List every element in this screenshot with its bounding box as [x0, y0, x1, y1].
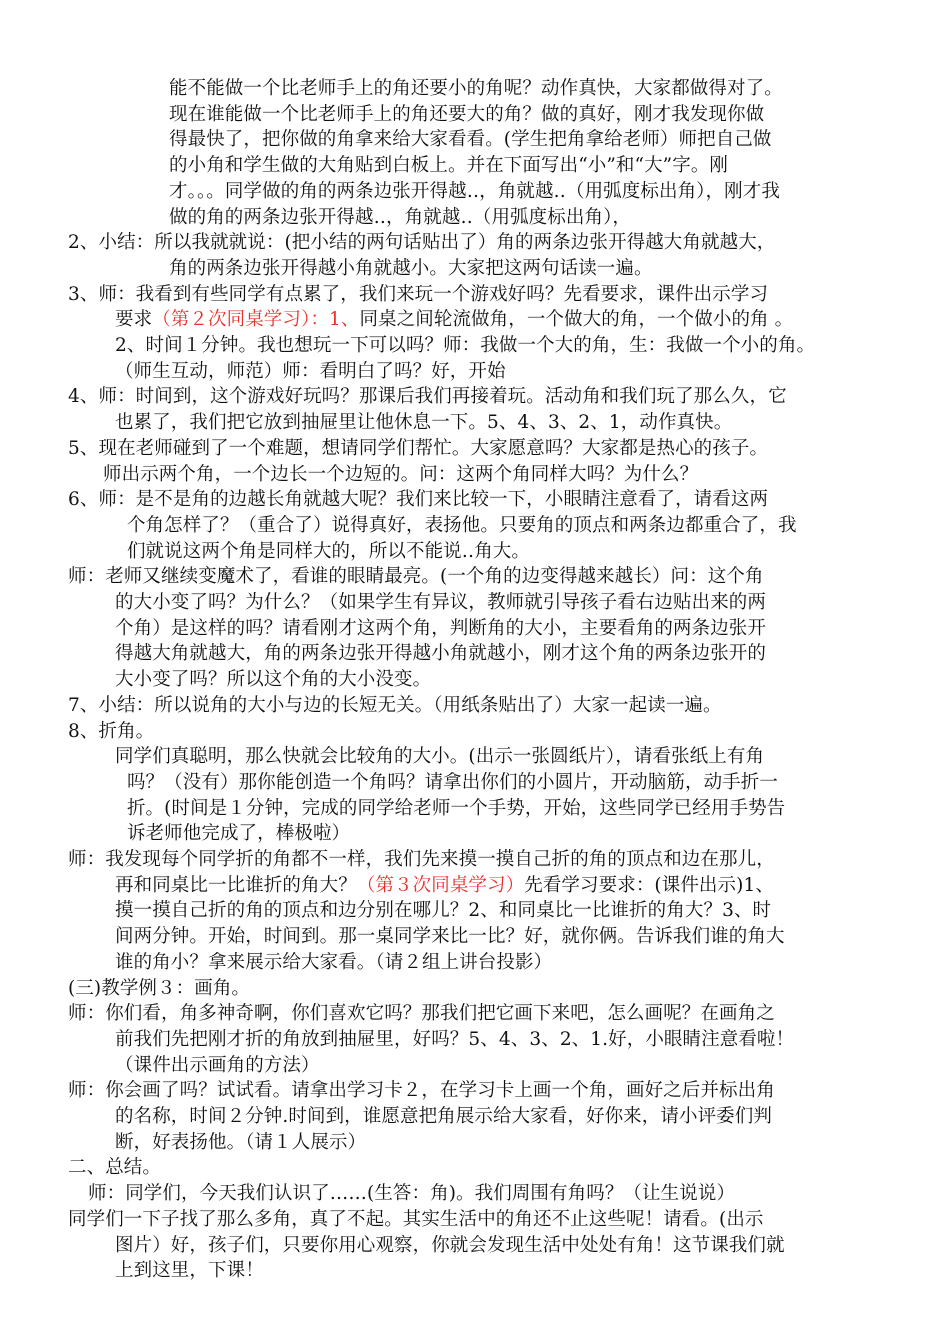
text-line: [115, 924, 785, 949]
line-text: 5、现在老师碰到了一个难题，想请同学们帮忙。大家愿意吗？大家都是热心的孩子。: [68, 437, 769, 459]
text-line: [68, 1078, 775, 1103]
text-line: [115, 1104, 772, 1129]
text-line: [115, 616, 766, 641]
line-text: 断，好表扬他。（请１人展示）: [115, 1131, 367, 1153]
text-line: [169, 102, 764, 127]
text-line: [68, 564, 764, 589]
line-text: 2、小结：所以我就就说：(把小结的两句话贴出了）角的两条边张开得越大角就越大，: [68, 232, 776, 254]
line-text: 3、师：我看到有些同学有点累了，我们来玩一个游戏好吗？先看要求，课件出示学习: [68, 283, 769, 305]
text-line: [169, 179, 780, 204]
line-text: 同桌之间轮流做角，一个做大的角，一个做小的角 。: [359, 309, 794, 331]
line-text: 同学们真聪明，那么快就会比较角的大小。(出示一张圆纸片），请看张纸上有角: [115, 746, 765, 768]
line-text: 做的角的两条边张开得越‥，角就越‥（用弧度标出角），: [169, 206, 632, 228]
line-text: 师：老师又继续变魔术了，看谁的眼睛最亮。(一个角的边变得越来越长）问：这个角: [68, 566, 764, 588]
text-line: [169, 256, 653, 281]
text-line: [115, 796, 785, 821]
text-line: [115, 873, 774, 898]
text-line: [115, 744, 764, 769]
text-line: [68, 282, 768, 307]
line-text: 谁的角小？拿来展示给大家看。（请２组上讲台投影）: [115, 951, 553, 973]
line-text: 折。(时间是１分钟，完成的同学给老师一个手势，开始，这些同学已经用手势告: [115, 797, 786, 819]
highlighted-text: （第２次同桌学习）：1、: [152, 309, 360, 331]
line-text: 同学们一下子找了那么多角，真了不起。其实生活中的角还不止这些呢！请看。(出示: [68, 1208, 764, 1230]
line-text: 6、师：是不是角的边越长角就越大呢？我们来比较一下，小眼睛注意看了，请看这两: [68, 489, 769, 511]
text-line: [115, 821, 350, 846]
line-text: 个角）是这样的吗？请看刚才这两个角，判断角的大小，主要看角的两条边张开: [115, 617, 767, 639]
text-line: [68, 384, 787, 409]
text-line: [169, 153, 728, 178]
line-text: 诉老师他完成了，棒极啦）: [115, 823, 351, 845]
text-line: [115, 1053, 320, 1078]
text-line: [115, 590, 766, 615]
text-line: [68, 693, 722, 718]
line-text: 上到这里，下课！: [115, 1260, 264, 1282]
line-text: 前我们先把刚才折的角放到抽屉里，好吗？5、4、3、2、1.好，小眼睛注意看啦！: [115, 1028, 795, 1050]
text-line: [115, 410, 732, 435]
text-line: [169, 205, 631, 230]
text-line: [115, 1258, 264, 1283]
line-text: （课件出示画角的方法）: [115, 1054, 320, 1076]
text-line: [169, 127, 772, 152]
text-line: [68, 976, 250, 1001]
text-line: [103, 462, 698, 487]
text-line: [115, 770, 778, 795]
text-line: [169, 76, 783, 101]
text-line: [115, 307, 793, 332]
text-line: [68, 487, 768, 512]
text-line: [115, 1130, 366, 1155]
line-text: 个角怎样了？（重合了）说得真好，表扬他。只要角的顶点和两条边都重合了，我: [115, 514, 797, 536]
line-text: 也累了，我们把它放到抽屉里让他休息一下。5、4、3、2、1，动作真快。: [115, 412, 733, 434]
line-text: 图片）好，孩子们，只要你用心观察，你就会发现生活中处处有角！这节课我们就: [115, 1234, 785, 1256]
text-line: [68, 436, 768, 461]
line-text: 的名称，时间２分钟.时间到，谁愿意把角展示给大家看，好你来，请小评委们判: [115, 1106, 772, 1127]
line-text: (三)教学例３：画角。: [68, 977, 251, 999]
line-text: 再和同桌比一比谁折的角大？: [115, 874, 357, 896]
line-text: 先看学习要求：(课件出示)1、: [524, 874, 774, 896]
line-text: 师：同学们，今天我们认识了……(生答：角)。我们周围有角吗？（让生说说）: [88, 1183, 736, 1205]
text-line: [115, 539, 530, 564]
text-line: [68, 719, 154, 744]
line-text: 得最快了，把你做的角拿来给大家看看。(学生把角拿给老师）师把自己做: [169, 129, 772, 151]
line-text: 的大小变了吗？为什么？（如果学生有异议，教师就引导孩子看右边贴出来的两: [115, 592, 767, 613]
line-text: 要求: [115, 309, 153, 331]
highlighted-text: （第３次同桌学习）: [356, 874, 525, 896]
text-line: [115, 1233, 785, 1258]
line-text: 角的两条边张开得越小角就越小。大家把这两句话读一遍。: [169, 257, 653, 279]
line-text: 师：你们看，角多神奇啊，你们喜欢它吗？那我们把它画下来吧，怎么画呢？在画角之: [68, 1003, 775, 1025]
line-text: 师：你会画了吗？试试看。请拿出学习卡２，在学习卡上画一个角，画好之后并标出角: [68, 1080, 775, 1102]
line-text: 师出示两个角，一个边长一个边短的。问：这两个角同样大吗？为什么？: [103, 463, 699, 485]
text-line: [115, 667, 431, 692]
text-line: [115, 898, 771, 923]
line-text: 8、折角。: [68, 720, 155, 742]
text-line: [115, 513, 797, 538]
text-line: [115, 950, 552, 975]
line-text: 才。。。同学做的角的两条边张开得越‥，角就越‥（用弧度标出角），刚才我: [169, 180, 780, 202]
line-text: 间两分钟。开始，时间到。那一桌同学来比一比？好，就你俩。告诉我们谁的角大: [115, 926, 785, 948]
text-line: [115, 1027, 794, 1052]
text-line: [88, 1181, 735, 1206]
line-text: 们就说这两个角是同样大的，所以不能说‥角大。: [115, 540, 531, 562]
line-text: 能不能做一个比老师手上的角还要小的角呢？动作真快，大家都做得对了。: [169, 78, 783, 99]
line-text: 7、小结：所以说角的大小与边的长短无关。（用纸条贴出了）大家一起读一遍。: [68, 694, 722, 716]
line-text: 的小角和学生做的大角贴到白板上。并在下面写出“小”和“大”字。刚: [169, 155, 729, 177]
line-text: 师：我发现每个同学折的角都不一样，我们先来摸一摸自己折的角的顶点和边在那儿，: [68, 849, 775, 870]
text-line: [115, 359, 506, 384]
line-text: 摸一摸自己折的角的顶点和边分别在哪儿？2、和同桌比一比谁折的角大？3、时: [115, 900, 772, 922]
line-text: 4、师：时间到，这个游戏好玩吗？那课后我们再接着玩。活动角和我们玩了那么久，它: [68, 386, 787, 408]
line-text: 现在谁能做一个比老师手上的角还要大的角？做的真好，刚才我发现你做: [169, 103, 765, 125]
line-text: 吗？（没有）那你能创造一个角吗？请拿出你们的小圆片，开动脑筋，动手折一: [115, 771, 778, 793]
text-line: [115, 641, 766, 666]
line-text: 2、时间１分钟。我也想玩一下可以吗？师：我做一个大的角，生：我做一个小的角。: [115, 335, 816, 356]
text-line: [68, 230, 775, 255]
text-line: [68, 1155, 161, 1180]
line-text: 大小变了吗？所以这个角的大小没变。: [115, 669, 432, 691]
text-line: [68, 847, 775, 872]
text-line: [68, 1001, 775, 1026]
text-line: [115, 333, 815, 358]
line-text: （师生互动，师范）师：看明白了吗？好，开始: [115, 360, 506, 382]
line-text: 得越大角就越大，角的两条边张开得越小角就越小，刚才这个角的两条边张开的: [115, 643, 767, 665]
text-line: [68, 1207, 764, 1232]
line-text: 二、总结。: [68, 1157, 162, 1179]
